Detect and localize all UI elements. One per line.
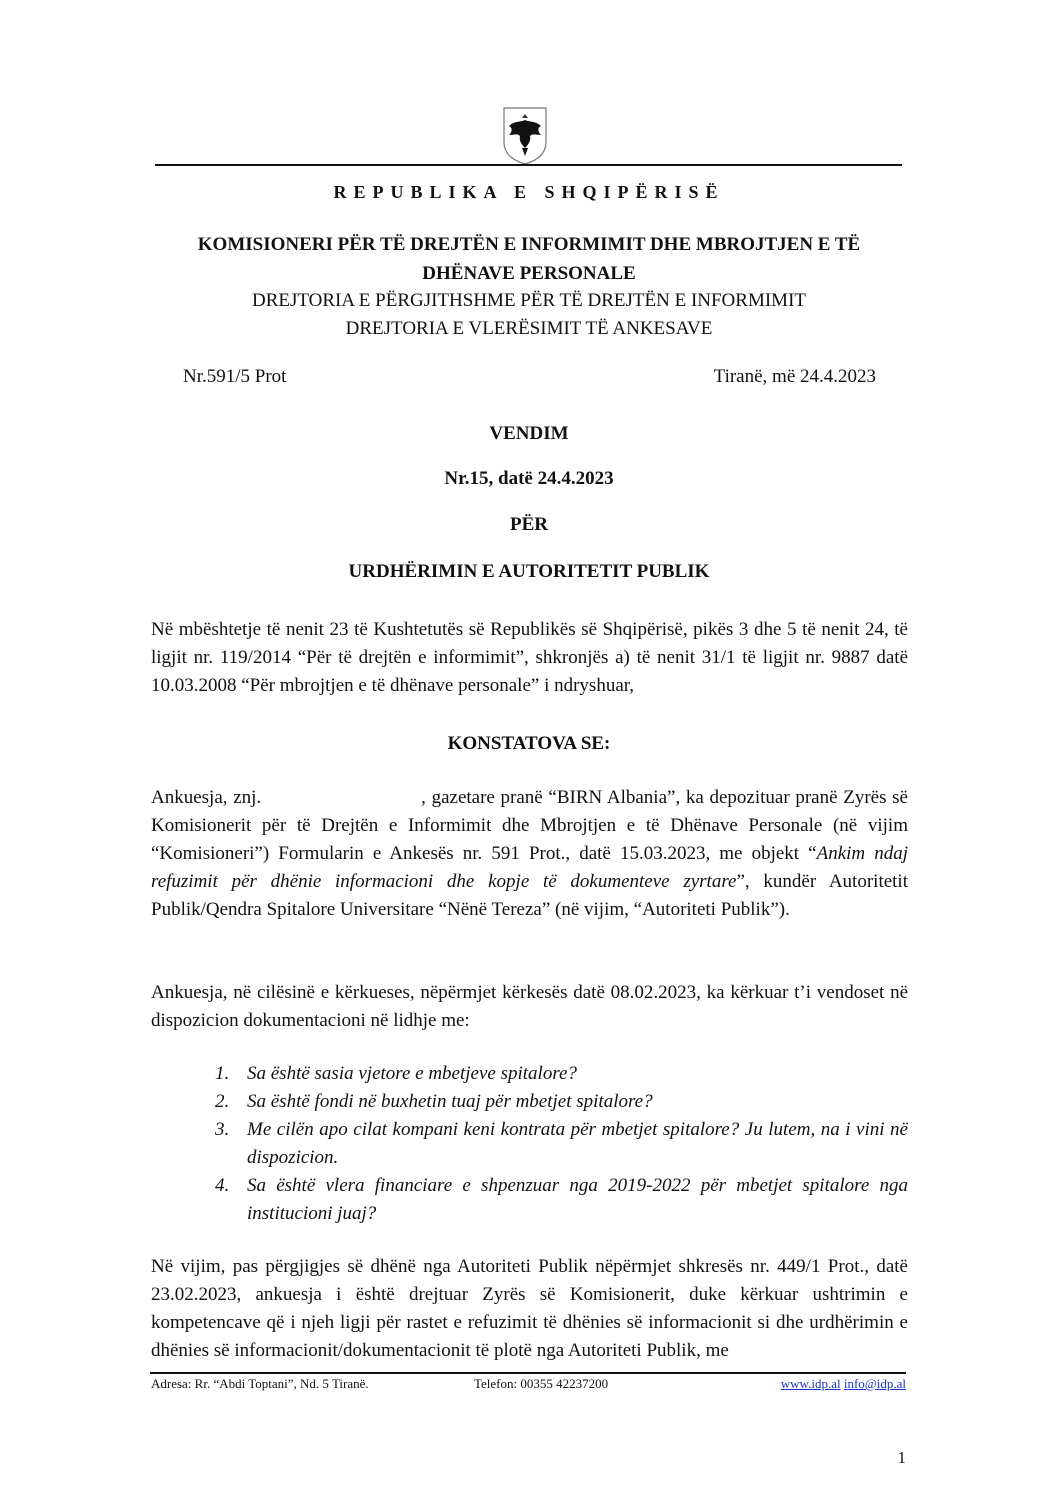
list-item: 2. Sa është fondi në buxhetin tuaj për mbetjet spitalore? <box>215 1091 653 1112</box>
legal-basis-paragraph: Në mbështetje të nenit 23 të Kushtetutës së Republikës së Shqipërisë, pikës 3 dhe 5 të nenit 24, të ligjit nr. 119/2014 “Për të drejtën e informimit”, shkronjës a) të nenit 31/1 të ligjit nr. 9887 datë 10.03.2008 “Për mbrojtjen e të dhënave personale” i ndryshuar, <box>151 619 908 696</box>
place-and-date: Tiranë, më 24.4.2023 <box>713 366 876 387</box>
directorate-general: DREJTORIA E PËRGJITHSHME PËR TË DREJTËN E INFORMIMIT <box>251 290 806 311</box>
complaint-part-1: Ankuesja, znj. <box>151 787 262 808</box>
list-item: 3. Me cilën apo cilat kompani keni kontrata për mbetjet spitalore? Ju lutem, na i vini në dispozicion. <box>215 1119 908 1168</box>
protocol-number: Nr.591/5 Prot <box>183 366 287 387</box>
list-item: 1. Sa është sasia vjetore e mbetjeve spitalore? <box>215 1063 577 1084</box>
commission-name <box>150 230 908 288</box>
followup-paragraph: Në vijim, pas përgjigjes së dhënë nga Autoriteti Publik nëpërmjet shkresës nr. 449/1 Prot., datë 23.02.2023, ankuesja i është drejtuar Zyrës së Komisionerit, duke kërkuar ushtrimin e kompetencave që i njeh ligji për rastet e refuzimit të dhënies së informacionit si dhe urdhërimin e dhënies së informacionit/dokumentacionit të plotë nga Autoriteti Publik, me <box>151 1256 908 1361</box>
footer-phone: Telefon: 00355 42237200 <box>474 1376 609 1391</box>
directorate: DREJTORIA E VLERËSIMIT TË ANKESAVE <box>345 318 713 339</box>
findings-heading: KONSTATOVA SE: <box>447 733 611 754</box>
commission-line-2: DHËNAVE PERSONALE <box>422 263 636 284</box>
albanian-eagle-emblem-icon <box>500 104 550 166</box>
footer-address: Adresa: Rr. “Abdi Toptani”, Nd. 5 Tiranë. <box>151 1376 369 1391</box>
footer-divider <box>150 1372 906 1374</box>
decision-for: PËR <box>510 514 548 535</box>
footer-contacts <box>781 1376 906 1392</box>
list-item: 4. Sa është vlera financiare e shpenzuar nga 2019-2022 për mbetjet spitalore nga institucioni juaj? <box>215 1175 908 1224</box>
email-link[interactable]: info@idp.al <box>843 1376 906 1391</box>
questions-list <box>210 1060 908 1228</box>
complaint-object: Ankim ndaj refuzimit për dhënie informacioni dhe kopje të dokumenteve zyrtare <box>151 843 908 892</box>
decision-title: VENDIM <box>489 423 569 444</box>
decision-number: Nr.15, datë 24.4.2023 <box>444 468 614 489</box>
republic-title: REPUBLIKA E SHQIPËRISË <box>333 182 725 202</box>
complaint-paragraph <box>151 784 908 924</box>
page-number: 1 <box>897 1448 906 1467</box>
commission-line-1: KOMISIONERI PËR TË DREJTËN E INFORMIMIT DHE MBROJTJEN E TË <box>197 234 861 255</box>
complaint-part-3: ”, kundër Autoritetit Publik/Qendra Spitalore Universitare “Nënë Tereza” (në vijim, “Autoriteti Publik”). <box>151 871 908 920</box>
directorate-names <box>150 287 908 343</box>
header-divider <box>155 164 902 166</box>
complaint-part-2: , gazetare pranë “BIRN Albania”, ka depozituar pranë Zyrës së Komisionerit për të Drejtën e Informimit dhe Mbrojtjen e të Dhënave Personale (në vijim “Komisioneri”) Formularin e Ankesës nr. 591 Prot., datë 15.03.2023, me objekt “ <box>151 787 908 864</box>
decision-subject: URDHËRIMIN E AUTORITETIT PUBLIK <box>348 561 710 582</box>
request-intro-paragraph: Ankuesja, në cilësinë e kërkueses, nëpërmjet kërkesës datë 08.02.2023, ka kërkuar t’i vendoset në dispozicion dokumentacioni në lidhje me: <box>151 982 908 1031</box>
website-link[interactable]: www.idp.al <box>780 1376 841 1391</box>
